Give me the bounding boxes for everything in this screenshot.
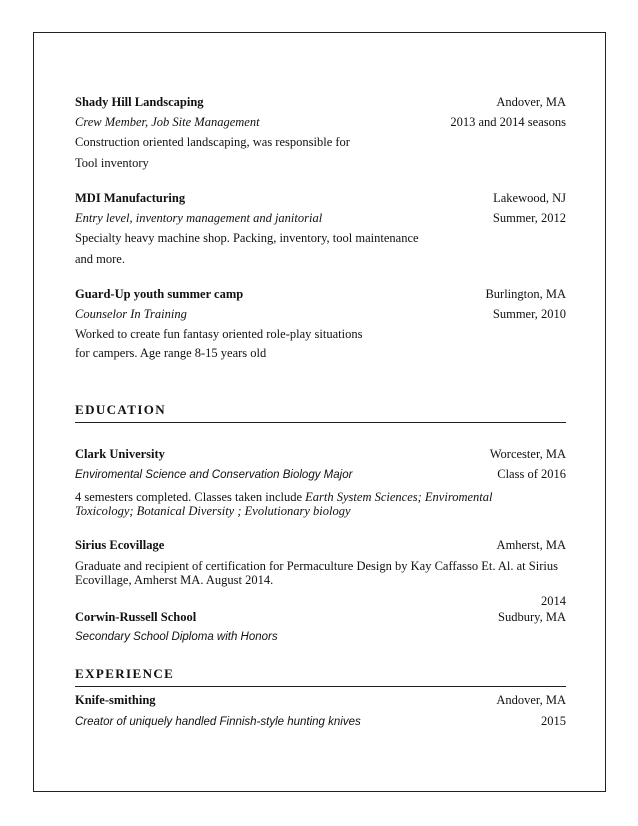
job-org: Guard-Up youth summer camp	[75, 287, 244, 301]
desc-line: Worked to create fun fantasy oriented role-play situations	[75, 327, 363, 341]
job-description	[75, 326, 566, 361]
desc-line	[75, 490, 566, 504]
job-role: Counselor In Training	[75, 307, 187, 321]
job-role: Entry level, inventory management and janitorial	[75, 211, 323, 225]
job-date: 2013 and 2014 seasons	[450, 115, 566, 129]
desc-line: Ecovillage, Amherst MA. August 2014.	[75, 573, 274, 587]
edu-date: Class of 2016	[497, 467, 566, 481]
experience-knife-smithing	[75, 692, 566, 730]
exp-date: 2015	[541, 714, 566, 728]
job-guard-up	[75, 286, 566, 361]
job-location: Lakewood, NJ	[493, 191, 566, 205]
edu-sirius	[75, 537, 566, 609]
desc-line: and more.	[75, 252, 125, 266]
job-role: Crew Member, Job Site Management	[75, 115, 260, 129]
edu-date: 2014	[541, 594, 566, 608]
edu-description	[75, 559, 566, 587]
edu-description	[75, 490, 566, 518]
edu-program: Secondary School Diploma with Honors	[75, 631, 278, 643]
desc-line: Specialty heavy machine shop. Packing, inventory, tool maintenance	[75, 231, 419, 245]
edu-clark	[75, 446, 566, 518]
job-org: MDI Manufacturing	[75, 191, 186, 205]
job-description	[75, 230, 566, 267]
desc-line: Tool inventory	[75, 156, 149, 170]
desc-courses: Toxicology; Botanical Diversity ; Evolutionary biology	[75, 504, 351, 518]
edu-location: Amherst, MA	[496, 538, 566, 552]
job-mdi	[75, 190, 566, 267]
edu-org: Sirius Ecovillage	[75, 538, 165, 552]
desc-line: Construction oriented landscaping, was responsible for	[75, 135, 350, 149]
job-date: Summer, 2012	[492, 211, 566, 225]
edu-corwin	[75, 609, 566, 645]
edu-org: Clark University	[75, 447, 165, 461]
section-heading-experience: EXPERIENCE	[75, 666, 566, 687]
job-date: Summer, 2010	[492, 307, 566, 321]
job-shady-hill	[75, 94, 566, 171]
edu-program: Enviromental Science and Conservation Biology Major	[75, 469, 353, 481]
job-org: Shady Hill Landscaping	[75, 95, 204, 109]
edu-org: Corwin-Russell School	[75, 610, 197, 624]
edu-location: Worcester, MA	[489, 447, 566, 461]
exp-location: Andover, MA	[496, 693, 566, 707]
desc-line: for campers. Age range 8-15 years old	[75, 346, 267, 360]
job-description	[75, 134, 566, 171]
desc-prefix: 4 semesters completed. Classes taken include	[75, 490, 306, 504]
desc-courses: Earth System Sciences; Enviromental	[305, 490, 493, 504]
edu-location: Sudbury, MA	[498, 610, 566, 624]
job-location: Andover, MA	[496, 95, 566, 109]
exp-org: Knife-smithing	[75, 693, 156, 707]
section-heading-education: EDUCATION	[75, 402, 566, 423]
exp-role: Creator of uniquely handled Finnish-style hunting knives	[75, 716, 361, 728]
job-location: Burlington, MA	[485, 287, 566, 301]
desc-line: Graduate and recipient of certification for Permaculture Design by Kay Caffasso Et. Al. at Sirius	[75, 559, 558, 573]
